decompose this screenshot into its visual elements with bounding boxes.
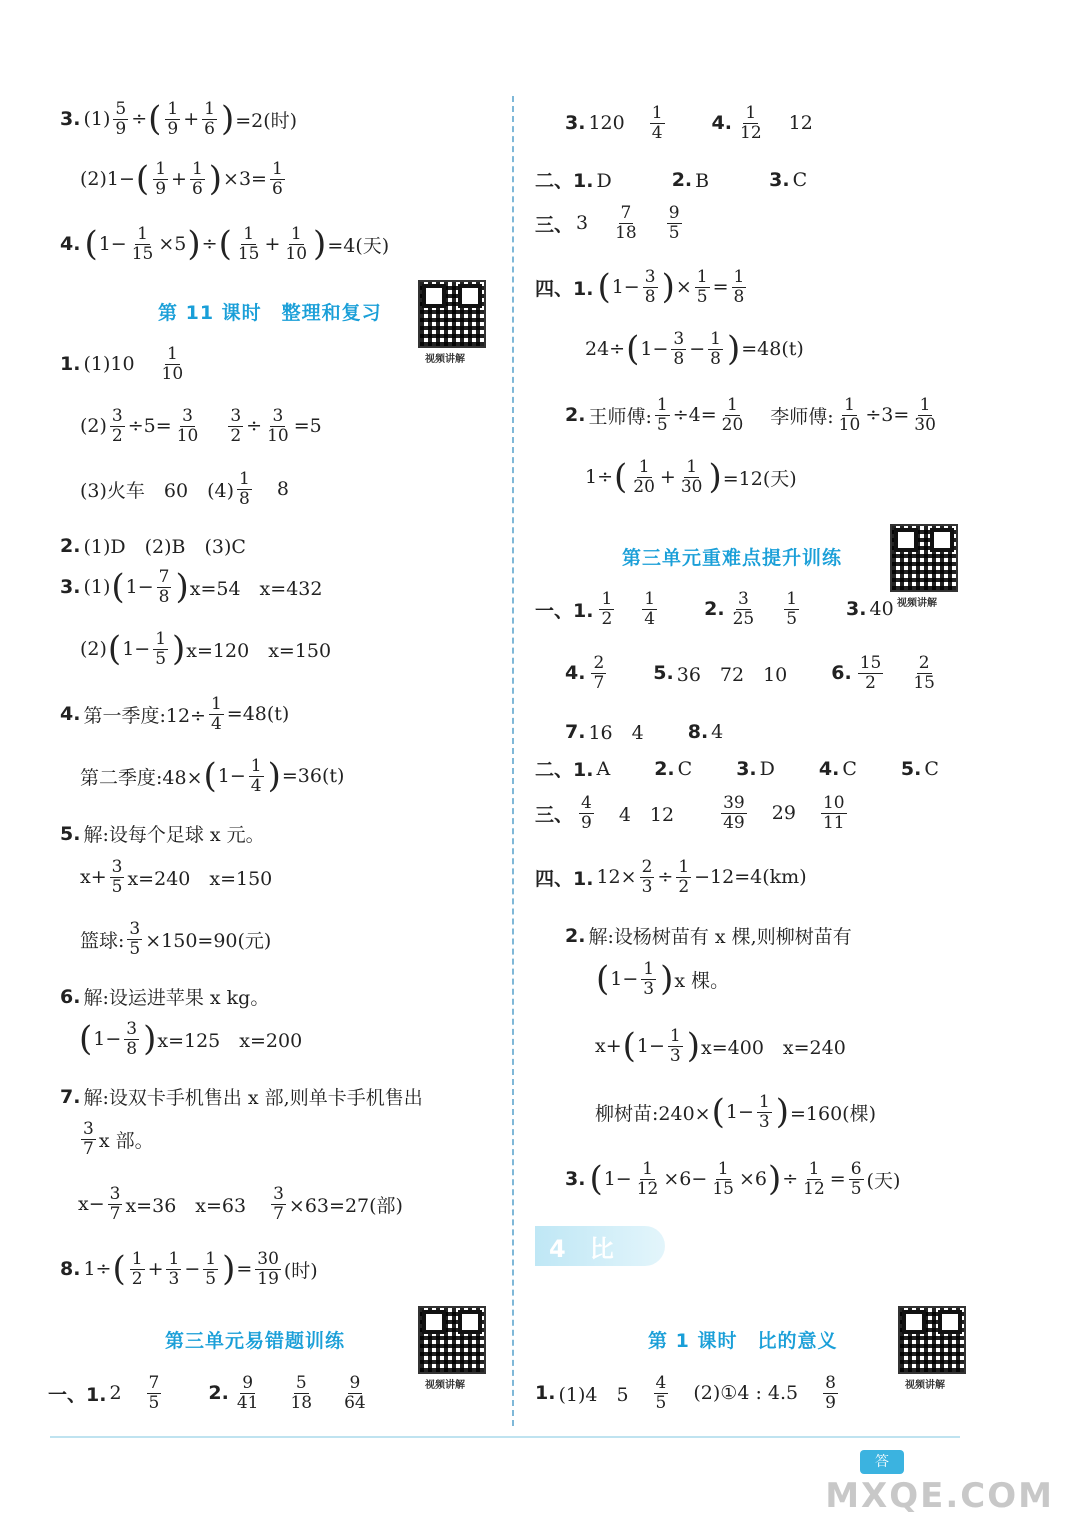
fraction: $\frac{9}{41}$: [236, 1373, 259, 1413]
fraction: $\frac{1}{4}$: [644, 589, 656, 629]
item-number: 一、1.: [48, 1383, 107, 1406]
answer-line: 4. ( 1− $\frac{1}{15}$ ×5 ) ÷ ( $\frac{1}{15}$ + $\frac{1}{10}$ ) =4(天): [60, 224, 390, 265]
operator: ÷: [131, 108, 148, 131]
fraction: $\frac{1}{15}$: [237, 224, 260, 264]
fraction: $\frac{1}{3}$: [669, 1026, 681, 1066]
text: 12×: [596, 866, 637, 889]
fraction: $\frac{1}{8}$: [733, 267, 745, 307]
result: (天): [866, 1169, 901, 1192]
fraction: $\frac{3}{2}$: [230, 406, 242, 446]
qr-label: 视频讲解: [425, 354, 465, 365]
answer-line: (2)1− ( $\frac{1}{9}$ + $\frac{1}{6}$ ) ×3= $\frac{1}{6}$: [80, 159, 283, 200]
operator: −: [689, 338, 706, 361]
text: 1−: [611, 276, 640, 299]
qr-code-icon[interactable]: [418, 1306, 486, 1374]
answer-line: 3. ( 1− $\frac{1}{12}$ ×6− $\frac{1}{15}$ ×6 ) ÷ $\frac{1}{12}$ = $\frac{6}{5}$ (天): [565, 1159, 901, 1200]
text: 解:设运进苹果 x kg。: [83, 987, 270, 1009]
operator: +: [171, 168, 187, 191]
qr-code-icon[interactable]: [418, 280, 486, 348]
fraction: $\frac{5}{18}$: [290, 1373, 313, 1413]
item-number: 3.: [60, 108, 81, 131]
result: (时): [283, 1259, 318, 1282]
fraction: $\frac{8}{9}$: [825, 1373, 836, 1413]
item-number: 二、1.: [535, 170, 594, 192]
operator: +: [659, 466, 676, 489]
item-number: 6.: [831, 662, 852, 685]
text: 第一季度:12÷: [83, 704, 206, 727]
answer-line: [535, 166, 807, 193]
text: ×6: [738, 1168, 767, 1191]
text: 4: [711, 720, 724, 743]
item-number: 3.: [846, 598, 867, 621]
item-number: 3.: [565, 112, 586, 135]
text: C: [842, 757, 857, 780]
item-number: 2.: [208, 1382, 229, 1405]
fraction: $\frac{3}{7}$: [109, 1184, 121, 1224]
text: (1)D (2)B (3)C: [83, 536, 246, 558]
text: 1−: [610, 968, 639, 991]
text: 解:设杨树苗有 x 棵,则柳树苗有: [588, 926, 852, 948]
item-number: 4.: [818, 757, 840, 780]
unit-banner: 4 比: [535, 1226, 665, 1266]
result: x=240 x=150: [127, 867, 273, 890]
fraction: $\frac{2}{3}$: [641, 857, 653, 897]
answer-line: [535, 590, 894, 628]
fraction: $\frac{1}{8}$: [239, 469, 250, 509]
item-number: 4.: [565, 662, 586, 685]
answer-line: [565, 104, 813, 142]
item-number: 4.: [60, 703, 81, 726]
fraction: $\frac{1}{20}$: [633, 457, 655, 497]
result: =2(时): [235, 109, 298, 132]
fraction: $\frac{3}{8}$: [126, 1019, 138, 1059]
fraction: $\frac{7}{18}$: [615, 203, 637, 243]
section-title: 第 1 课时 比的意义: [648, 1330, 838, 1352]
item-number: 5.: [900, 757, 922, 780]
item-number: 1.: [535, 1382, 556, 1405]
item-number: 二、1.: [535, 759, 594, 781]
fraction: $\frac{1}{15}$: [131, 224, 154, 264]
fraction: $\frac{1}{6}$: [204, 99, 215, 139]
fraction: $\frac{4}{9}$: [581, 793, 592, 833]
operator: =: [712, 276, 729, 299]
fraction: $\frac{9}{64}$: [344, 1373, 366, 1413]
text: C: [677, 757, 693, 780]
qr-label: 视频讲解: [425, 1380, 465, 1391]
fraction: $\frac{1}{5}$: [786, 589, 798, 629]
text: ÷4=: [672, 404, 717, 427]
item-number: 1.: [60, 353, 81, 376]
answer-line: [80, 920, 271, 958]
answer-line: [78, 1120, 154, 1158]
fraction: $\frac{3}{25}$: [732, 589, 755, 629]
item-number: 一、1.: [535, 599, 594, 622]
answer-line: 1÷ ( $\frac{1}{20}$ + $\frac{1}{30}$ ) =12(天): [585, 457, 797, 498]
fraction: $\frac{1}{3}$: [168, 1249, 180, 1289]
fraction: $\frac{7}{5}$: [148, 1373, 160, 1413]
text: x−: [78, 1193, 105, 1216]
operator: ÷: [657, 866, 674, 889]
fraction: $\frac{1}{3}$: [758, 1092, 770, 1132]
text: 1−: [725, 1101, 754, 1124]
item-number: 2.: [565, 404, 586, 427]
text: 16 4: [588, 722, 644, 744]
fraction: $\frac{15}{2}$: [859, 653, 882, 693]
item-number: 四、1.: [535, 277, 594, 300]
text: 篮球:: [80, 929, 125, 952]
fraction: $\frac{1}{6}$: [271, 159, 283, 199]
fraction: $\frac{1}{20}$: [721, 395, 744, 435]
answer-line: 3. (1) ( 1− $\frac{7}{8}$ ) x=54 x=432: [60, 567, 323, 608]
item-number: 8.: [687, 720, 709, 743]
fraction: $\frac{5}{9}$: [115, 99, 127, 139]
fraction: $\frac{3}{5}$: [111, 857, 123, 897]
text: C: [792, 168, 808, 191]
fraction: $\frac{1}{2}$: [131, 1249, 143, 1289]
operator: ÷: [246, 415, 263, 438]
text: =5: [293, 415, 322, 438]
answer-line: [60, 820, 265, 847]
operator: =: [236, 1258, 253, 1281]
text: 1−: [125, 576, 154, 599]
fraction: $\frac{1}{5}$: [696, 267, 708, 307]
fraction: $\frac{1}{6}$: [191, 159, 203, 199]
answer-line: 3. (1) $\frac{5}{9}$ ÷ ( $\frac{1}{9}$ + $\frac{1}{6}$ ) =2(时): [60, 99, 298, 140]
footer-rule: [50, 1436, 960, 1438]
fraction: $\frac{10}{11}$: [822, 793, 845, 833]
answer-line: 24÷ ( 1− $\frac{3}{8}$ − $\frac{1}{8}$ ) =48(t): [585, 329, 804, 370]
watermark-logo: MXQE.COM: [825, 1476, 1054, 1516]
operator: −: [184, 1258, 201, 1281]
answer-line: [565, 654, 940, 692]
section-title: 第 11 课时 整理和复习: [158, 302, 382, 324]
text: (1)10: [83, 353, 135, 376]
answer-line: (2) ( 1− $\frac{1}{5}$ ) x=120 x=150: [80, 629, 332, 670]
text: 8: [276, 478, 289, 501]
answer-line: [60, 532, 246, 559]
operator: =: [829, 1168, 846, 1191]
answer-line: 第二季度:48× ( 1− $\frac{1}{4}$ ) =36(t): [80, 756, 345, 797]
text: (2): [80, 638, 107, 661]
fraction: $\frac{1}{30}$: [914, 395, 936, 435]
fraction: $\frac{3}{7}$: [83, 1119, 94, 1159]
text: x+: [80, 866, 107, 889]
fraction: $\frac{39}{49}$: [723, 793, 745, 833]
item-number: 4.: [60, 233, 81, 256]
answer-line: [80, 407, 322, 445]
item-number: 6.: [60, 985, 81, 1008]
text: 2: [109, 1382, 122, 1405]
fraction: $\frac{3}{7}$: [273, 1184, 284, 1224]
result: x=125 x=200: [157, 1029, 303, 1052]
fraction: $\frac{1}{12}$: [740, 103, 762, 143]
answer-line: [565, 922, 852, 949]
column-divider: [512, 96, 514, 1426]
fraction: $\frac{1}{2}$: [678, 857, 690, 897]
result: =12(天): [722, 467, 797, 490]
answer-line: 柳树苗:240× ( 1− $\frac{1}{3}$ ) =160(棵): [595, 1092, 876, 1133]
operator: ÷: [201, 233, 218, 256]
text: C: [924, 757, 939, 780]
fraction: $\frac{30}{19}$: [257, 1249, 279, 1289]
text: x+: [595, 1035, 622, 1058]
answer-line: [565, 718, 723, 745]
text: x=36 x=63: [125, 1194, 247, 1217]
item-number: 5.: [60, 822, 81, 845]
item-number: 2.: [704, 598, 725, 621]
operator: +: [147, 1258, 164, 1281]
text: (1): [83, 576, 111, 599]
answer-line: ( 1− $\frac{1}{3}$ ) x 棵。: [596, 959, 730, 1000]
answer-line: [80, 858, 272, 896]
result: x=120 x=150: [186, 639, 332, 662]
fraction: $\frac{3}{8}$: [644, 267, 656, 307]
fraction: $\frac{9}{5}$: [668, 203, 680, 243]
fraction: $\frac{1}{4}$: [210, 694, 222, 734]
text: 1−: [603, 1168, 632, 1191]
text: x 部。: [98, 1129, 154, 1152]
text: ×6−: [663, 1168, 708, 1191]
operator: ×: [675, 276, 692, 299]
qr-code-icon[interactable]: [898, 1306, 966, 1374]
answer-line: 8. 1÷ ( $\frac{1}{2}$ + $\frac{1}{3}$ − $\frac{1}{5}$ ) = $\frac{30}{19}$ (时): [60, 1249, 318, 1290]
text: (1): [83, 108, 111, 131]
fraction: $\frac{3}{10}$: [176, 406, 199, 446]
text: (2)①4 : 4.5: [693, 1382, 799, 1405]
item-number: 3.: [565, 1168, 586, 1191]
answer-line: [60, 695, 289, 733]
text: D: [759, 757, 775, 780]
text: 1−: [217, 765, 246, 788]
answer-line: x+ ( 1− $\frac{1}{3}$ ) x=400 x=240: [595, 1026, 846, 1067]
text: 1−: [636, 1035, 665, 1058]
item-number: 3.: [769, 168, 790, 191]
fraction: $\frac{2}{7}$: [593, 653, 605, 693]
fraction: $\frac{2}{15}$: [913, 653, 935, 693]
answer-line: [535, 755, 939, 782]
fraction: $\frac{1}{9}$: [155, 159, 167, 199]
item-number: 3.: [736, 757, 757, 780]
fraction: $\frac{1}{8}$: [710, 329, 721, 369]
text: 1÷: [83, 1258, 112, 1281]
fraction: $\frac{1}{10}$: [838, 395, 861, 435]
text: (1)4 5: [558, 1383, 629, 1406]
fraction: $\frac{3}{10}$: [267, 406, 289, 446]
fraction: $\frac{1}{12}$: [636, 1159, 659, 1199]
result: x=54 x=432: [189, 577, 323, 600]
fraction: $\frac{7}{8}$: [158, 567, 170, 607]
text: 40: [869, 598, 894, 621]
item-number: 3.: [60, 576, 81, 599]
fraction: $\frac{3}{2}$: [111, 406, 123, 446]
text: ×5: [158, 233, 187, 256]
item-number: 2.: [671, 168, 693, 191]
answer-line: [60, 983, 269, 1010]
text: 1−: [640, 338, 669, 361]
text: 王师傅:: [588, 405, 652, 428]
fraction: $\frac{1}{15}$: [712, 1159, 734, 1199]
answer-line: [565, 396, 941, 434]
footer-badge: 答: [860, 1450, 904, 1474]
section-title: 第三单元重难点提升训练: [622, 547, 843, 569]
fraction: $\frac{3}{8}$: [673, 329, 685, 369]
fraction: $\frac{1}{2}$: [601, 589, 613, 629]
text: D: [596, 170, 650, 192]
text: B: [695, 170, 748, 192]
item-number: 4.: [711, 112, 732, 135]
result: ×63=27(部): [288, 1194, 403, 1217]
fraction: $\frac{1}{9}$: [167, 99, 179, 139]
text: (2)1−: [80, 168, 135, 191]
fraction: $\frac{6}{5}$: [850, 1159, 862, 1199]
answer-line: 四、1. ( 1− $\frac{3}{8}$ ) × $\frac{1}{5}$ = $\frac{1}{8}$: [535, 267, 745, 308]
text: (2): [80, 415, 107, 438]
answer-line: [535, 204, 685, 242]
answer-line: ( 1− $\frac{3}{8}$ ) x=125 x=200: [79, 1019, 303, 1060]
fraction: $\frac{1}{3}$: [643, 959, 655, 999]
text: 24÷: [585, 338, 626, 361]
answer-line: [535, 858, 807, 896]
result: =4(天): [327, 234, 390, 257]
text: 29: [771, 802, 796, 825]
fraction: $\frac{1}{4}$: [250, 756, 262, 796]
result: =48(t): [741, 338, 804, 361]
operator: +: [183, 108, 200, 131]
fraction: $\frac{1}{12}$: [803, 1159, 825, 1199]
item-number: 四、1.: [535, 867, 594, 890]
text: A: [596, 757, 611, 780]
operator: +: [264, 233, 281, 256]
item-number: 5.: [653, 662, 674, 685]
fraction: $\frac{4}{5}$: [655, 1373, 667, 1413]
result: −12=4(km): [694, 866, 807, 889]
qr-code-icon[interactable]: [890, 524, 958, 592]
item-number: 2.: [565, 924, 586, 947]
text: 解:设双卡手机售出 x 部,则单卡手机售出: [83, 1087, 423, 1109]
text: (3)火车 60 (4): [80, 479, 235, 502]
text: 柳树苗:240×: [595, 1102, 711, 1125]
answer-line: [60, 1083, 423, 1110]
answer-line: [535, 794, 850, 832]
answer-line: [60, 345, 188, 383]
fraction: $\frac{1}{30}$: [680, 457, 703, 497]
answer-line: [80, 470, 289, 508]
item-number: 8.: [60, 1258, 81, 1281]
fraction: $\frac{1}{10}$: [285, 224, 308, 264]
answer-line: [535, 1374, 841, 1412]
fraction: $\frac{1}{4}$: [651, 103, 663, 143]
text: ÷5=: [127, 415, 172, 438]
text: 1÷: [585, 466, 614, 489]
text: 12: [788, 112, 813, 135]
fraction: $\frac{1}{5}$: [205, 1249, 217, 1289]
item-number: 三、: [535, 803, 574, 826]
fraction: $\frac{1}{5}$: [656, 395, 668, 435]
text: 3: [576, 212, 589, 235]
qr-label: 视频讲解: [897, 598, 937, 609]
text: 解:设每个足球 x 元。: [83, 824, 265, 846]
text: x 棵。: [674, 969, 730, 992]
text: 4 12: [618, 803, 675, 826]
result: =36(t): [281, 765, 345, 788]
result: =160(棵): [789, 1102, 876, 1125]
fraction: $\frac{1}{5}$: [155, 629, 167, 669]
item-number: 三、: [535, 213, 574, 236]
text: 36 72 10: [676, 663, 788, 686]
item-number: 7.: [565, 720, 586, 743]
answer-line: [48, 1374, 371, 1412]
item-number: 2.: [654, 757, 675, 780]
fraction: $\frac{3}{5}$: [129, 919, 141, 959]
answer-line: [78, 1185, 403, 1223]
text: ×3=: [223, 168, 267, 191]
section-title: 第三单元易错题训练: [165, 1330, 346, 1352]
text: 1−: [98, 233, 127, 256]
result: x=400 x=240: [701, 1036, 846, 1059]
item-number: 7.: [60, 1085, 81, 1108]
text: 1−: [122, 638, 151, 661]
text: 120: [588, 112, 625, 135]
text: 1−: [93, 1028, 122, 1051]
text: 第二季度:48×: [80, 766, 203, 789]
fraction: $\frac{1}{10}$: [161, 344, 184, 384]
text: ÷3=: [865, 404, 910, 427]
qr-label: 视频讲解: [905, 1380, 945, 1391]
operator: ÷: [782, 1168, 799, 1191]
result: =48(t): [226, 703, 290, 726]
result: ×150=90(元): [145, 929, 272, 952]
item-number: 2.: [60, 534, 81, 557]
text: 李师傅:: [770, 405, 834, 428]
